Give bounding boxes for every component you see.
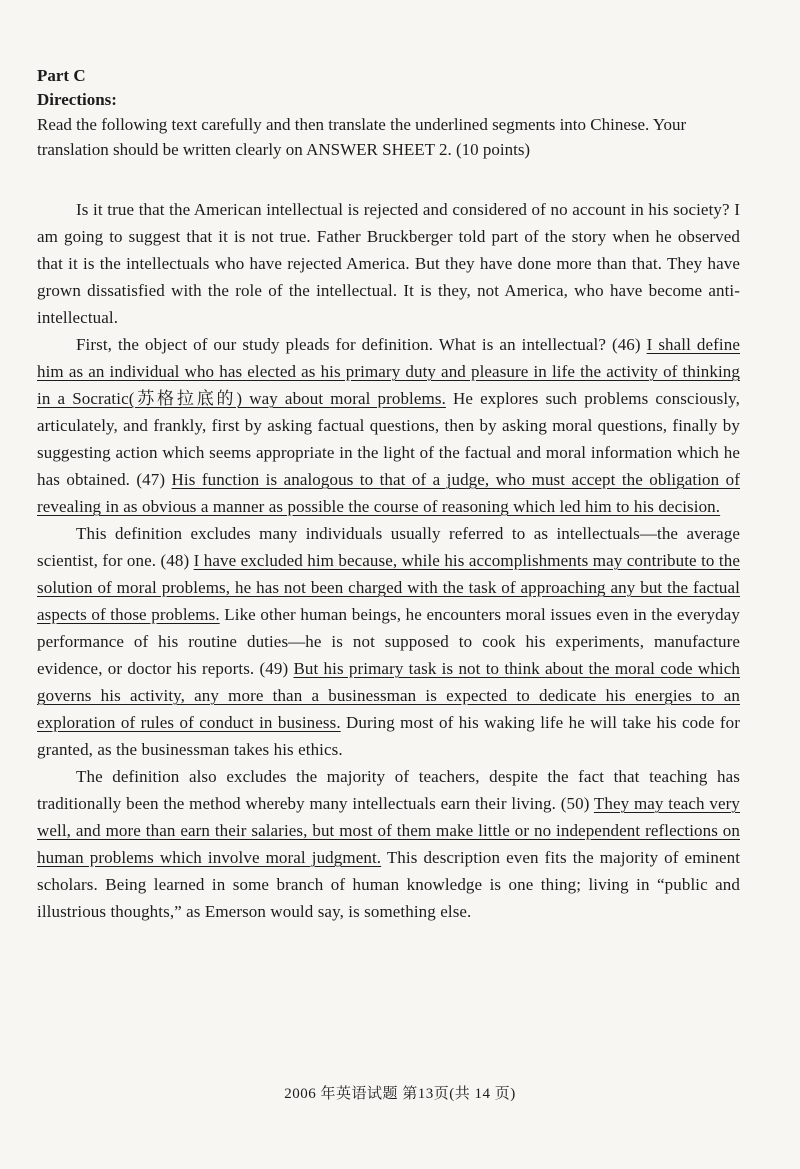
paragraph-3-segment-1: This definition excludes many individuals usually referred to as intellectuals—the average scientist, for one. (48) [37,524,740,570]
paragraph-1-text: Is it true that the American intellectual is rejected and considered of no account in his society? I am going to suggest that it is not true. Father Bruckberger told part of the story when he observed that it is the intellectuals who have rejected America. But they have done more than that. They have grown dissatisfied with the role of the intellectual. It is they, not America, who have become anti-intellectual. [37,200,740,327]
underlined-segment-47: His function is analogous to that of a judge, who must accept the obligation of revealing in as obvious a manner as possible the course of reasoning which led him to his decision. [37,470,740,516]
passage [37,196,740,925]
paragraph-1 [37,196,740,331]
paragraph-2-segment-3: He explores such problems consciously, articulately, and frankly, first by asking factual questions, then by asking moral questions, finally by suggesting action which seems appropriate in the light of the factual and moral information which he has obtained. (47) [37,389,740,489]
paragraph-3 [37,520,740,763]
part-title: Part C [37,66,86,85]
directions-label: Directions: [37,90,117,109]
paragraph-4-segment-3: This description even fits the majority of eminent scholars. Being learned in some branch of human knowledge is one thing; living in “public and illustrious thoughts,” as Emerson would say, is something else. [37,848,741,921]
page-footer: 2006 年英语试题 第13页(共 14 页) [284,1086,516,1102]
underlined-segment-46: I shall define him as an individual who has elected as his primary duty and pleasure in life the activity of thinking in a Socratic(苏格拉底的) way about moral problems. [37,335,740,408]
underlined-segment-48: I have excluded him because, while his accomplishments may contribute to the solution of moral problems, he has not been charged with the task of approaching any but the factual aspects of those problems. [37,551,740,624]
directions-text: Read the following text carefully and then translate the underlined segments into Chinese. Your translation should be written clearly on ANSWER SHEET 2. (10 points) [37,115,687,159]
paragraph-2 [37,331,740,520]
paragraph-3-segment-3: Like other human beings, he encounters moral issues even in the everyday performance of his routine duties—he is not supposed to cook his experiments, manufacture evidence, or doctor his reports. (49) [37,605,740,678]
paragraph-4-segment-1: The definition also excludes the majority of teachers, despite the fact that teaching has traditionally been the method whereby many intellectuals earn their living. (50) [37,767,740,813]
underlined-segment-50: They may teach very well, and more than earn their salaries, but most of them make little or no independent reflections on human problems which involve moral judgment. [37,794,740,867]
paragraph-4 [37,763,740,925]
paragraph-2-segment-1: First, the object of our study pleads for definition. What is an intellectual? (46) [76,335,647,354]
paragraph-3-segment-5: During most of his waking life he will take his code for granted, as the businessman takes his ethics. [37,713,740,759]
underlined-segment-49: But his primary task is not to think about the moral code which governs his activity, any more than a businessman is expected to dedicate his energies to an exploration of rules of conduct in business. [37,659,740,732]
